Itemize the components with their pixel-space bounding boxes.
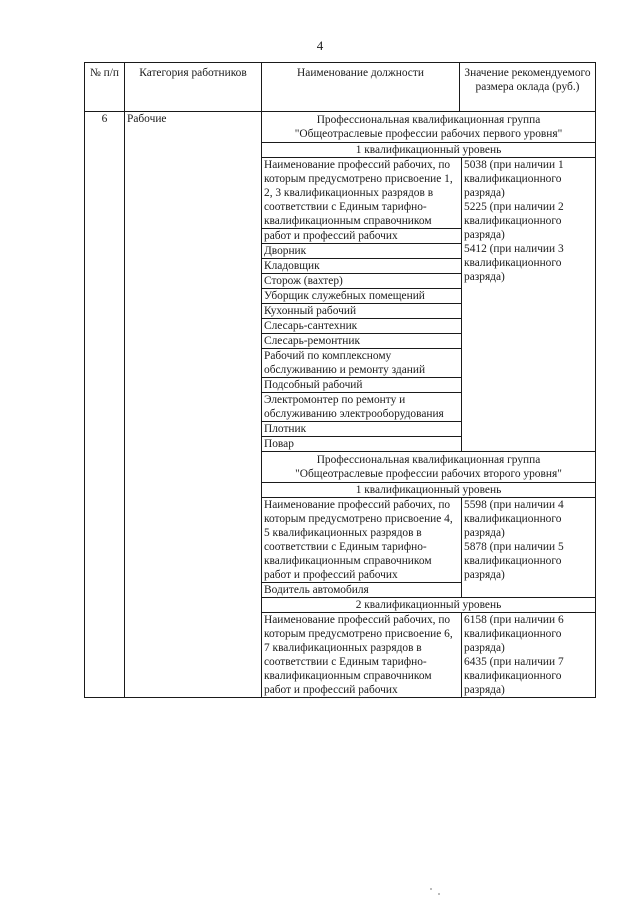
document-table-container — [84, 62, 595, 698]
list-item: Уборщик служебных помещений — [262, 289, 461, 304]
group2-title — [262, 452, 595, 483]
group1-level1-values — [462, 158, 595, 451]
salary-value: 5038 (при наличии 1 квалификационного разряда) — [464, 159, 564, 199]
list-item: Наименование профессий рабочих, по которым предусмотрено присвоение 4, 5 квалификационных разрядов в соответствии с Единым тарифно-квалификационным справочником работ и профессий рабочих — [262, 498, 461, 583]
salary-value: 5878 (при наличии 5 квалификационного разряда) — [464, 541, 564, 581]
list-item: Слесарь-сантехник — [262, 319, 461, 334]
group1-title-line2: "Общеотраслевые профессии рабочих первого уровня" — [294, 128, 563, 140]
salary-value: 5225 (при наличии 2 квалификационного разряда) — [464, 201, 564, 241]
group1-level1-block — [262, 158, 595, 452]
list-item: Сторож (вахтер) — [262, 274, 461, 289]
row-content — [262, 112, 596, 698]
salary-table — [84, 62, 596, 698]
list-item: Кухонный рабочий — [262, 304, 461, 319]
table-header-row — [85, 63, 596, 112]
list-item: Слесарь-ремонтник — [262, 334, 461, 349]
group1-title-line1: Профессиональная квалификационная группа — [316, 114, 541, 126]
row-number: 6 — [85, 112, 125, 698]
group2-level2-title: 2 квалификационный уровень — [262, 598, 595, 613]
list-item: Электромонтер по ремонту и обслуживанию электрооборудования — [262, 393, 461, 422]
list-item: Кладовщик — [262, 259, 461, 274]
group2-level1-block — [262, 498, 595, 598]
group1-title — [262, 112, 595, 143]
list-item: Наименование профессий рабочих, по которым предусмотрено присвоение 6, 7 квалификационных разрядов в соответствии с Единым тарифно-квалификационным справочником работ и профессий рабочих — [264, 614, 453, 696]
group2-level2-values — [462, 613, 595, 697]
table-row — [85, 112, 596, 698]
salary-value: 6435 (при наличии 7 квалификационного разряда) — [464, 656, 564, 696]
group2-level2-block — [262, 613, 595, 697]
group2-level1-title: 1 квалификационный уровень — [262, 483, 595, 498]
group2-level2-items — [262, 613, 462, 697]
scan-speck — [430, 888, 432, 890]
salary-value: 5598 (при наличии 4 квалификационного разряда) — [464, 499, 564, 539]
group2-title-line2: "Общеотраслевые профессии рабочих второго уровня" — [295, 468, 562, 480]
list-item: Рабочий по комплексному обслуживанию и ремонту зданий — [262, 349, 461, 378]
row-category: Рабочие — [125, 112, 262, 698]
header-position: Наименование должности — [262, 63, 460, 112]
salary-value: 6158 (при наличии 6 квалификационного разряда) — [464, 614, 564, 654]
list-item: Наименование профессий рабочих, по которым предусмотрено присвоение 1, 2, 3 квалификационных разрядов в соответствии с Единым тарифно-квалификационным справочником — [262, 158, 461, 229]
group2-level1-items — [262, 498, 462, 597]
salary-value: 5412 (при наличии 3 квалификационного разряда) — [464, 243, 564, 283]
group1-level1-title: 1 квалификационный уровень — [262, 143, 595, 158]
list-item: Плотник — [262, 422, 461, 437]
group2-level1-values — [462, 498, 595, 597]
page-number: 4 — [316, 38, 324, 53]
header-salary: Значение рекомендуемого размера оклада (руб.) — [460, 63, 596, 112]
header-category: Категория работников — [125, 63, 262, 112]
scan-speck — [438, 893, 440, 895]
list-item: Подсобный рабочий — [262, 378, 461, 393]
list-item: Повар — [264, 438, 294, 450]
list-item: работ и профессий рабочих — [262, 229, 461, 244]
header-num: № п/п — [85, 63, 125, 112]
group2-title-line1: Профессиональная квалификационная группа — [316, 454, 541, 466]
group1-level1-items — [262, 158, 462, 451]
list-item: Водитель автомобиля — [264, 584, 369, 596]
list-item: Дворник — [262, 244, 461, 259]
